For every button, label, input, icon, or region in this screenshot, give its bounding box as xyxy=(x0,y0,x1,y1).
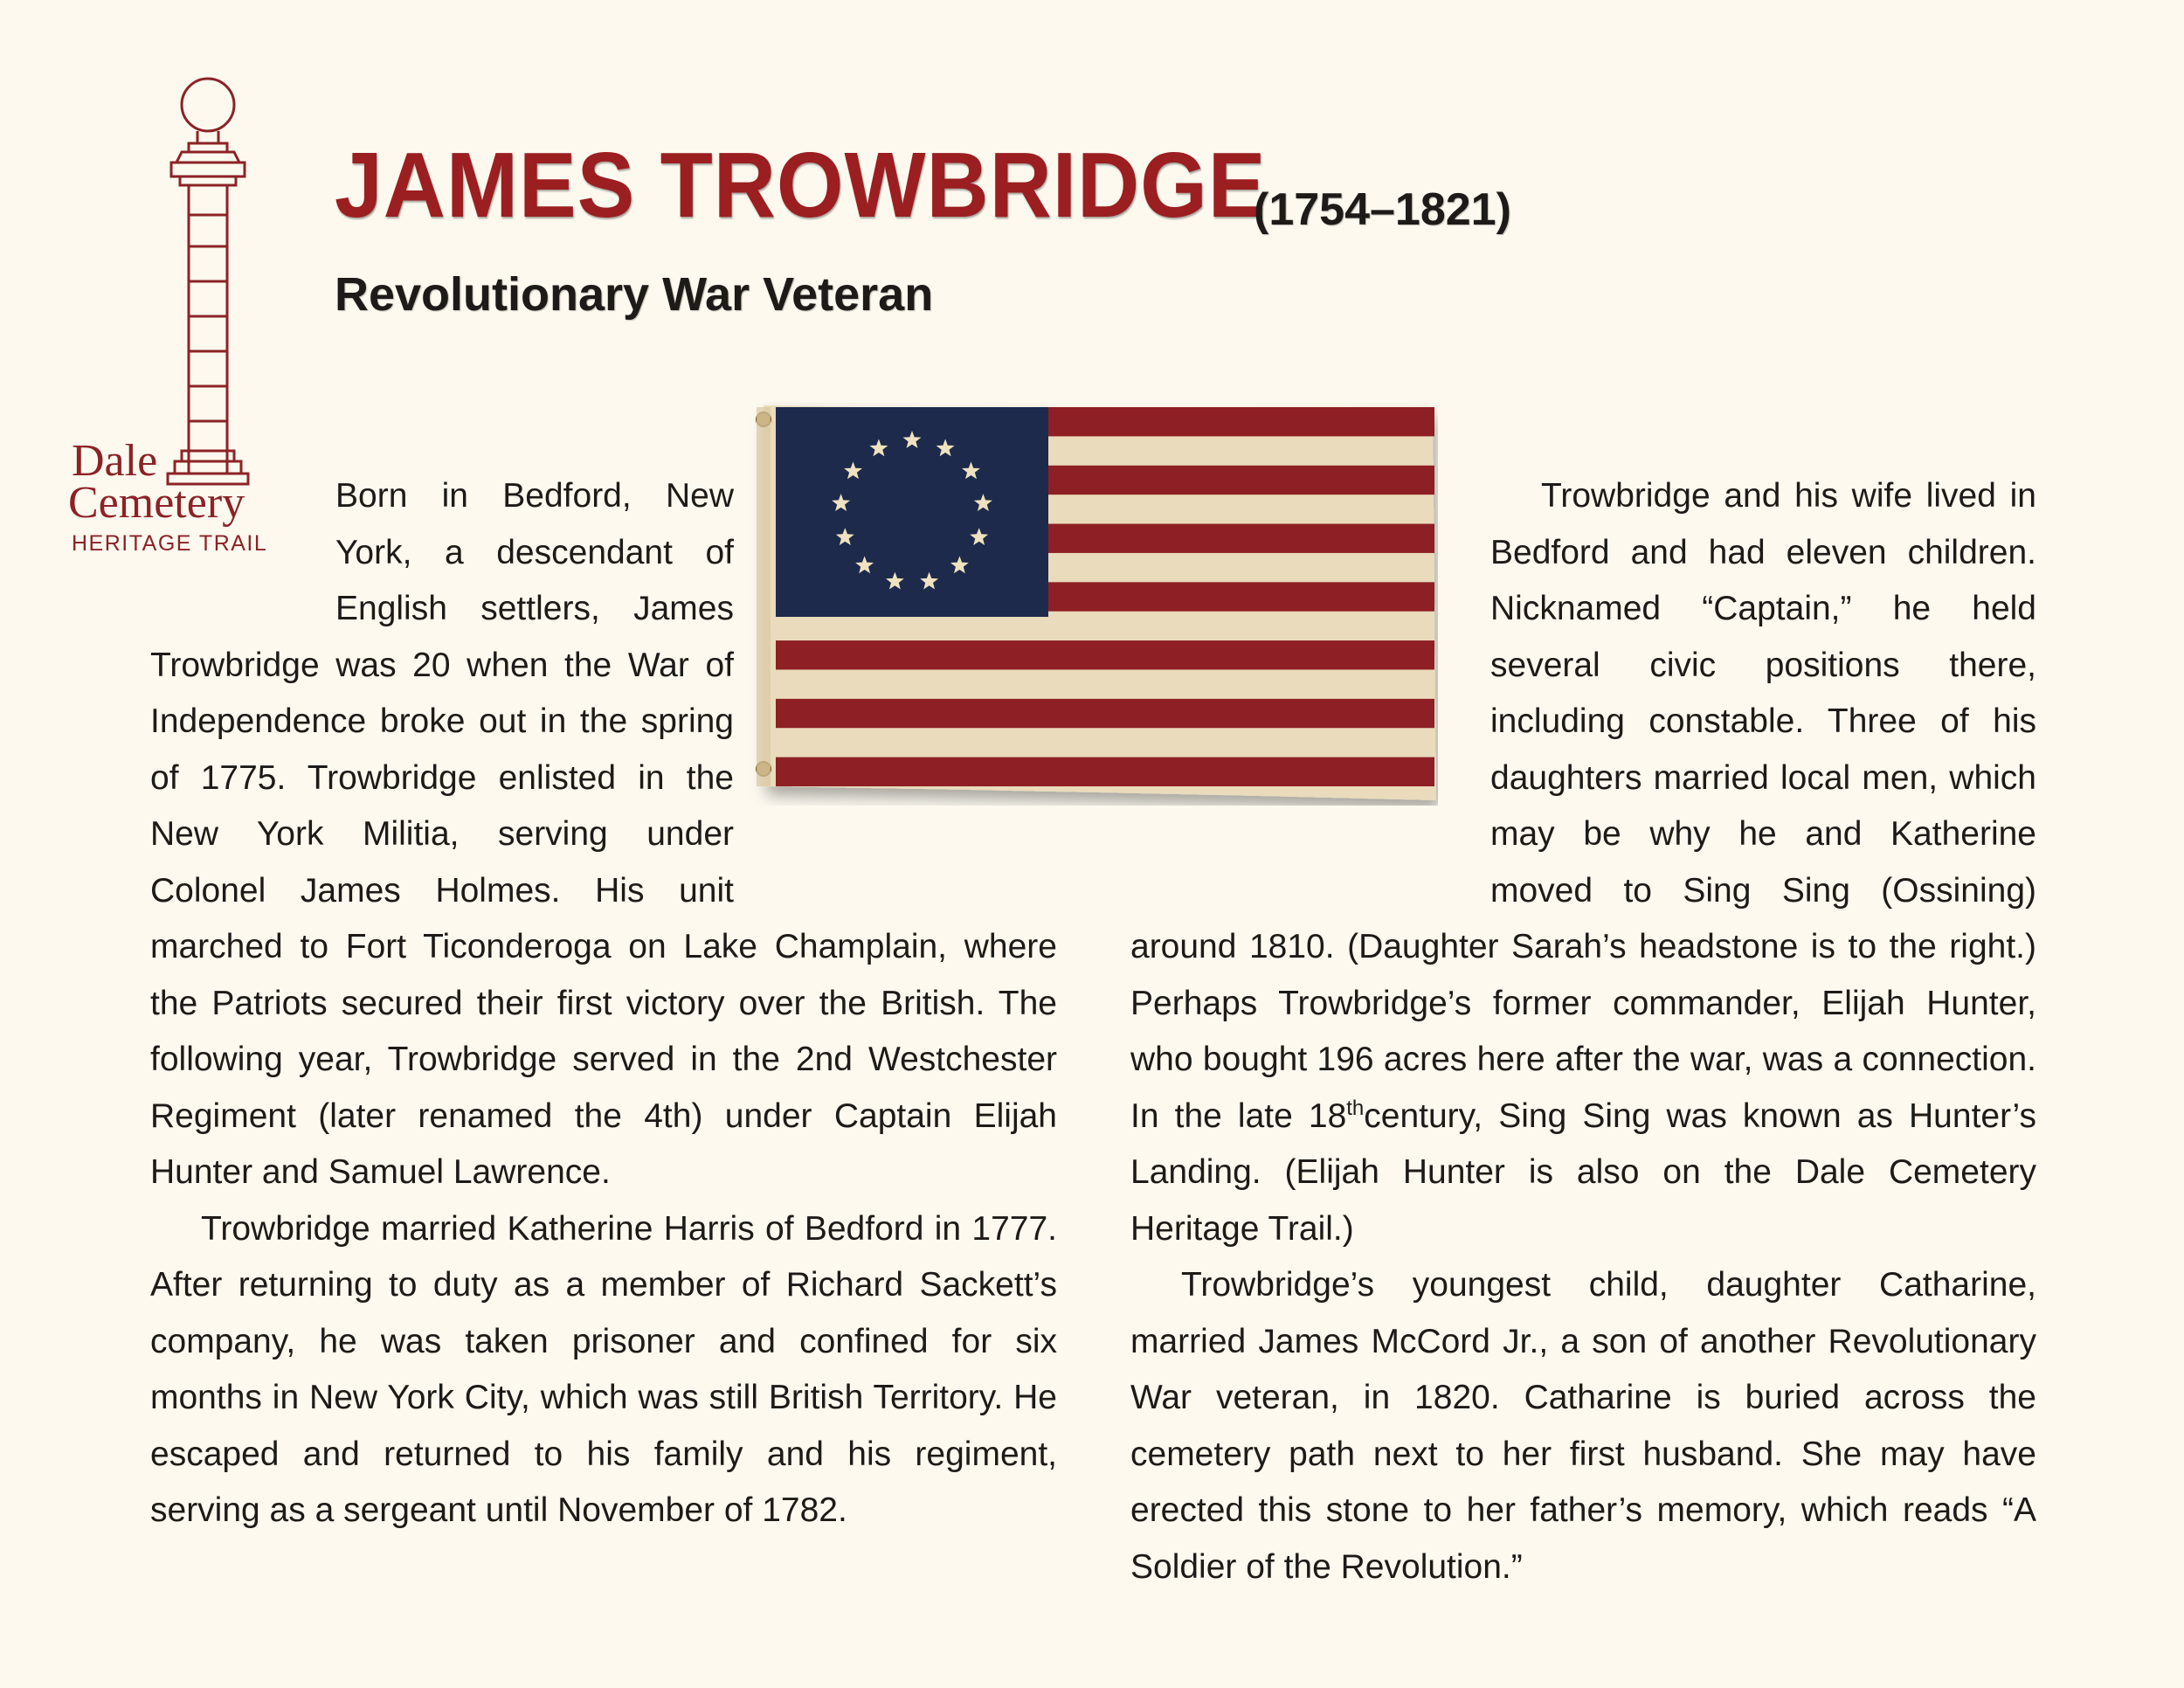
page-subtitle: Revolutionary War Veteran xyxy=(335,268,934,321)
page-title: JAMES TROWBRIDGE xyxy=(335,134,1267,237)
right-paragraph-1-part-a: Trowbridge and his wife lived in Bedford and had eleven children. Nicknamed “Captain,” he held several civic positions there, including constable. Three of his daughters married local men, which may be why he and Katherine moved to Sing Sing (Ossining) around 1810. (Daughter Sarah’s headstone is to the right.) Perhaps Trowbridge’s former commander, Elijah Hunter, who bought 196 acres here after the war, was a connection. In the late 18 xyxy=(1130,477,2036,1135)
ordinal-suffix: th xyxy=(1346,1096,1365,1120)
right-paragraph-2: Trowbridge’s youngest child, daughter Catharine, married James McCord Jr., a son of another Revolutionary War veteran, in 1820. Catharine is buried across the cemetery path next to her first husband. She may have erected this stone to her father’s memory, which reads “A Soldier of the Revolution.” xyxy=(1130,1266,2036,1586)
page-title-row xyxy=(335,133,1511,239)
logo-line-heritage-trail: HERITAGE TRAIL xyxy=(72,531,268,556)
logo-line-cemetery: Cemetery xyxy=(68,478,245,528)
life-dates: (1754–1821) xyxy=(1254,184,1511,235)
logo-line-dale: Dale xyxy=(72,436,158,486)
right-column xyxy=(1130,468,2036,1595)
left-paragraph-1: Born in Bedford, New York, a descendant of English settlers, James Trowbridge was 20 when the War of Independence broke out in the spring of 1775. Trowbridge enlisted in the New York Militia, serving under Colonel James Holmes. His unit marched to Fort Ticonderoga on Lake Champlain, where the Patriots secured their first victory over the British. The following year, Trowbridge served in the 2nd Westchester Regiment (later renamed the 4th) under Captain Elijah Hunter and Samuel Lawrence. xyxy=(150,477,1057,1191)
left-column xyxy=(150,468,1057,1539)
column-monument-icon xyxy=(147,75,269,486)
left-paragraph-2: Trowbridge married Katherine Harris of Bedford in 1777. After returning to duty as a member of Richard Sackett’s company, he was taken prisoner and confined for six months in New York City, which was still British Territory. He escaped and returned to his family and his regiment, serving as a sergeant until November of 1782. xyxy=(150,1209,1057,1529)
right-paragraph-1-part-b: century, Sing Sing was known as Hunter’s Landing. (Elijah Hunter is also on the Dale Cemetery Heritage Trail.) xyxy=(1130,1097,2036,1248)
